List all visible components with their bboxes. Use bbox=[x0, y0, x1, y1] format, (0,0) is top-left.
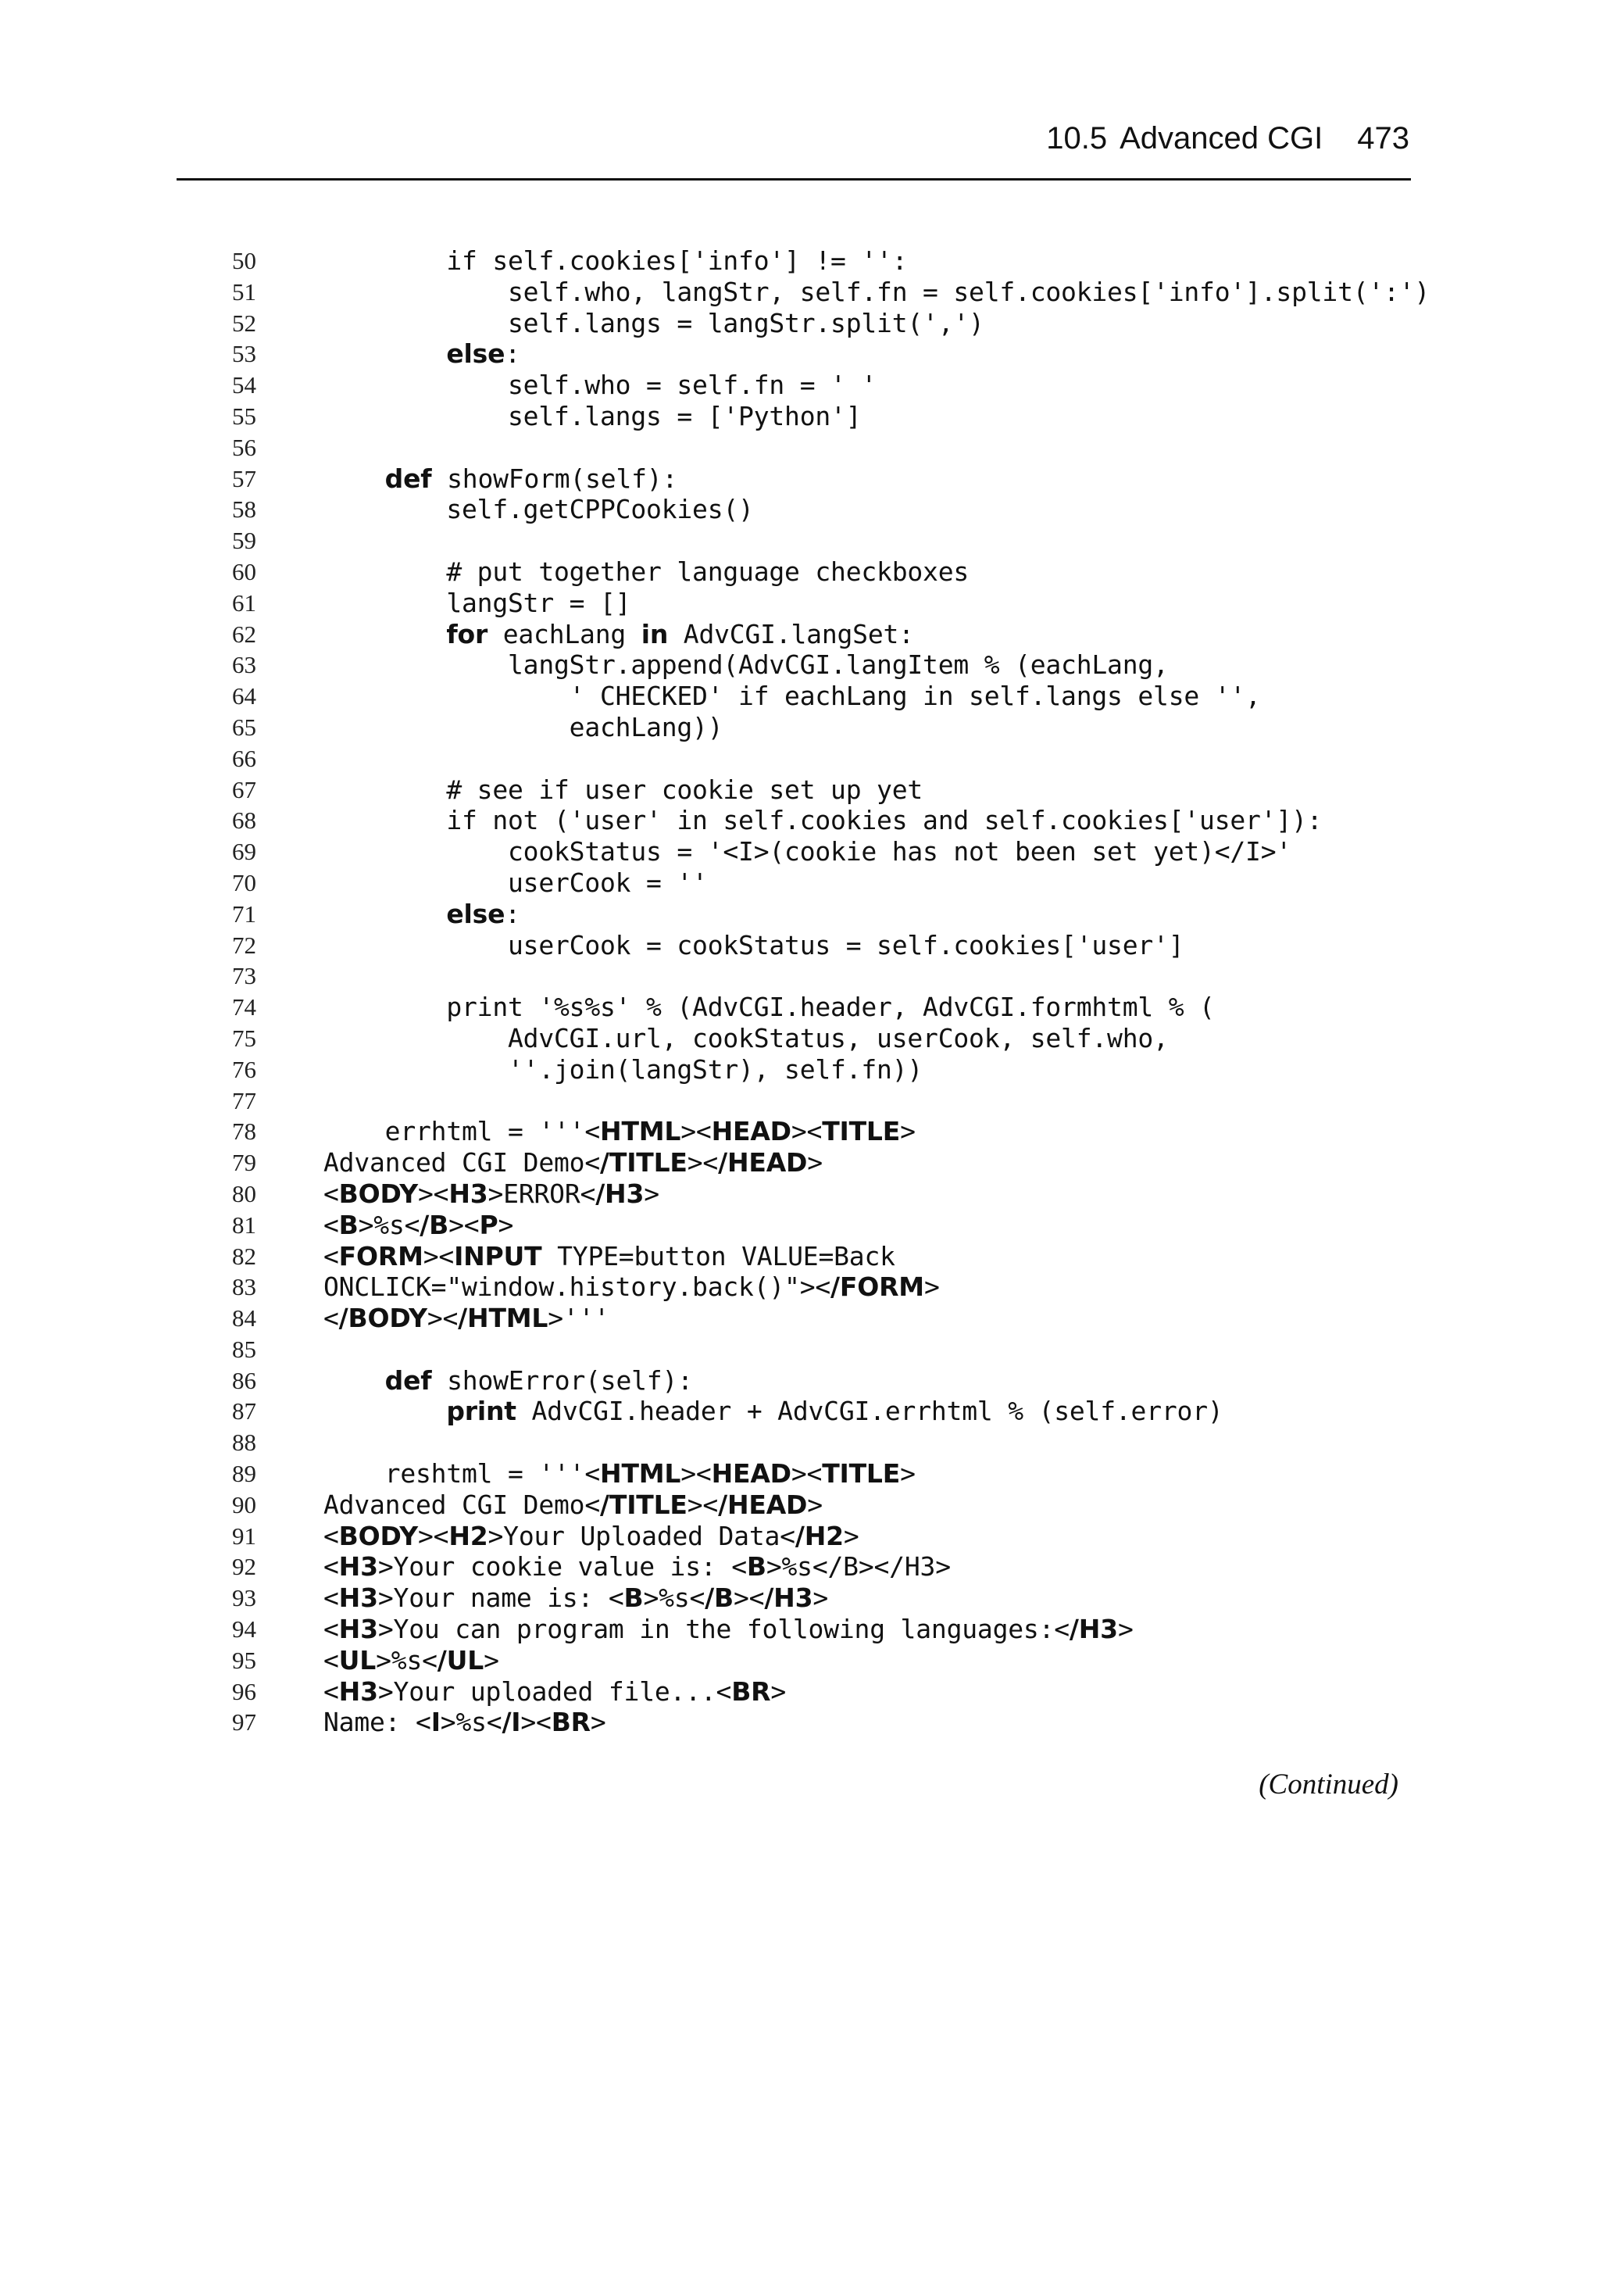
code-line bbox=[211, 774, 1430, 806]
code-segment: > bbox=[590, 1707, 606, 1738]
line-number: 65 bbox=[232, 713, 256, 741]
code-keyword: def bbox=[384, 463, 432, 494]
line-number: 88 bbox=[232, 1429, 256, 1457]
code-keyword: /TITLE bbox=[600, 1147, 688, 1178]
code-text bbox=[323, 1147, 823, 1178]
code-keyword: /BODY bbox=[338, 1303, 427, 1334]
code-keyword: BR bbox=[731, 1676, 771, 1707]
code-text bbox=[323, 1583, 828, 1614]
code-segment: self.langs = langStr.split(',') bbox=[323, 307, 984, 338]
code-segment: reshtml = '''< bbox=[323, 1458, 601, 1490]
code-line bbox=[211, 338, 1430, 370]
code-segment: >Your cookie value is: < bbox=[377, 1551, 747, 1583]
line-number: 96 bbox=[232, 1677, 256, 1705]
code-text bbox=[323, 805, 1322, 836]
line-number: 69 bbox=[232, 838, 256, 866]
code-keyword: /H3 bbox=[595, 1178, 645, 1209]
line-number: 93 bbox=[232, 1584, 256, 1612]
code-text bbox=[323, 1490, 823, 1521]
code-keyword: def bbox=[384, 1364, 432, 1396]
line-number: 59 bbox=[232, 527, 256, 555]
code-line bbox=[211, 1334, 1430, 1365]
code-keyword: H3 bbox=[338, 1551, 378, 1583]
line-number: 72 bbox=[232, 931, 256, 959]
code-keyword: TITLE bbox=[822, 1458, 901, 1490]
code-line bbox=[211, 619, 1430, 650]
code-text bbox=[323, 712, 723, 743]
code-text bbox=[323, 338, 520, 370]
code-text bbox=[323, 867, 708, 899]
line-number: 54 bbox=[232, 371, 256, 399]
code-segment: >%s< bbox=[376, 1644, 438, 1676]
code-keyword: H3 bbox=[448, 1178, 488, 1209]
code-segment: >< bbox=[680, 1458, 712, 1490]
code-segment: userCook = '' bbox=[323, 867, 708, 898]
code-segment: > bbox=[498, 1209, 514, 1240]
code-segment: >< bbox=[520, 1707, 552, 1738]
line-number: 66 bbox=[232, 744, 256, 772]
code-segment: > bbox=[923, 1271, 940, 1303]
code-segment: > bbox=[900, 1116, 916, 1147]
code-text bbox=[323, 1676, 786, 1708]
code-text bbox=[323, 1241, 895, 1272]
line-number: 60 bbox=[232, 557, 256, 585]
code-segment: > bbox=[484, 1644, 499, 1676]
code-segment: ''.join(langStr), self.fn)) bbox=[323, 1053, 923, 1085]
code-text bbox=[323, 1116, 916, 1147]
line-number: 50 bbox=[232, 247, 256, 274]
code-text bbox=[323, 899, 520, 930]
code-segment: < bbox=[323, 1178, 339, 1209]
code-line bbox=[211, 1707, 1430, 1738]
code-line bbox=[211, 1054, 1430, 1085]
code-segment: self.who = self.fn = ' ' bbox=[323, 370, 877, 401]
code-segment: if self.cookies['info'] != '': bbox=[323, 245, 908, 276]
code-segment: showError(self): bbox=[431, 1364, 693, 1396]
code-line bbox=[211, 960, 1430, 992]
code-text bbox=[323, 1614, 1134, 1645]
code-text bbox=[323, 992, 1215, 1023]
code-line bbox=[211, 308, 1430, 339]
code-line bbox=[211, 401, 1430, 432]
code-line bbox=[211, 1147, 1430, 1178]
code-segment: Name: < bbox=[323, 1707, 431, 1738]
code-segment: self.langs = ['Python'] bbox=[323, 400, 862, 431]
code-line bbox=[211, 1583, 1430, 1614]
code-text bbox=[323, 649, 1169, 681]
code-segment: >< bbox=[417, 1178, 449, 1209]
code-keyword: /UL bbox=[437, 1644, 484, 1676]
code-text bbox=[323, 277, 1430, 308]
code-line bbox=[211, 1521, 1430, 1552]
line-number: 97 bbox=[232, 1708, 256, 1736]
line-number: 87 bbox=[232, 1397, 256, 1425]
line-number: 86 bbox=[232, 1366, 256, 1394]
code-keyword: /B bbox=[420, 1209, 449, 1240]
code-segment bbox=[323, 463, 385, 494]
code-segment: # put together language checkboxes bbox=[323, 556, 970, 587]
code-line bbox=[211, 836, 1430, 867]
code-keyword: H3 bbox=[338, 1614, 378, 1645]
code-segment: > bbox=[812, 1583, 829, 1614]
section-heading bbox=[1046, 121, 1323, 156]
code-keyword: UL bbox=[338, 1644, 377, 1676]
code-keyword: H3 bbox=[338, 1676, 378, 1707]
code-text bbox=[323, 1210, 513, 1241]
code-segment: < bbox=[323, 1676, 339, 1707]
code-segment: cookStatus = '<I>(cookie has not been set yet)</I>' bbox=[323, 836, 1292, 867]
code-line bbox=[211, 1085, 1430, 1117]
line-number: 51 bbox=[232, 277, 256, 306]
code-segment: # see if user cookie set up yet bbox=[323, 774, 923, 805]
code-text bbox=[323, 556, 969, 588]
code-keyword: FORM bbox=[338, 1240, 423, 1271]
code-segment bbox=[323, 619, 446, 649]
code-segment: AdvCGI.langSet: bbox=[668, 618, 914, 649]
code-line bbox=[211, 1458, 1430, 1490]
code-text bbox=[323, 588, 630, 619]
code-segment: >Your uploaded file...< bbox=[377, 1676, 732, 1707]
code-line bbox=[211, 1210, 1430, 1241]
line-number: 92 bbox=[232, 1553, 256, 1581]
line-number: 83 bbox=[232, 1273, 256, 1301]
code-text bbox=[323, 930, 1184, 961]
code-segment: >< bbox=[427, 1303, 459, 1334]
line-number: 70 bbox=[232, 868, 256, 896]
code-segment bbox=[323, 338, 446, 369]
code-keyword: H3 bbox=[338, 1583, 378, 1614]
code-segment: TYPE=button VALUE=Back bbox=[541, 1240, 895, 1271]
code-line bbox=[211, 899, 1430, 930]
code-text bbox=[323, 1271, 940, 1303]
code-text bbox=[323, 1521, 859, 1552]
code-line bbox=[211, 743, 1430, 774]
code-segment: eachLang)) bbox=[323, 711, 723, 742]
code-text bbox=[323, 1707, 606, 1738]
code-segment: ' CHECKED' if eachLang in self.langs else '', bbox=[323, 681, 1261, 712]
code-keyword: /H2 bbox=[795, 1520, 844, 1551]
code-segment: showForm(self): bbox=[431, 463, 678, 494]
continued-label: (Continued) bbox=[1259, 1768, 1398, 1801]
line-number: 91 bbox=[232, 1522, 256, 1550]
code-text bbox=[323, 1303, 609, 1334]
code-segment: self.who, langStr, self.fn = self.cookies['info'].split(':') bbox=[323, 276, 1430, 307]
line-number: 90 bbox=[232, 1490, 256, 1518]
code-keyword: /HEAD bbox=[718, 1489, 808, 1520]
code-segment: langStr = [] bbox=[323, 587, 631, 618]
code-keyword: INPUT bbox=[454, 1240, 542, 1271]
line-number: 75 bbox=[232, 1024, 256, 1052]
code-keyword: /I bbox=[502, 1707, 521, 1738]
code-line bbox=[211, 1614, 1430, 1645]
line-number: 52 bbox=[232, 309, 256, 337]
code-segment: >ERROR< bbox=[488, 1178, 596, 1209]
header-rule bbox=[177, 178, 1411, 181]
code-listing bbox=[211, 245, 1430, 1738]
code-keyword: /H3 bbox=[764, 1583, 813, 1614]
code-line bbox=[211, 1271, 1430, 1303]
code-segment: >You can program in the following languages:< bbox=[377, 1614, 1070, 1645]
code-text bbox=[323, 1054, 923, 1085]
code-segment: > bbox=[770, 1676, 787, 1707]
code-keyword: /FORM bbox=[830, 1271, 924, 1303]
code-text bbox=[323, 401, 861, 432]
code-segment: >< bbox=[791, 1458, 823, 1490]
code-line bbox=[211, 1396, 1430, 1427]
code-segment: > bbox=[1117, 1614, 1134, 1645]
code-line bbox=[211, 432, 1430, 463]
code-segment: > bbox=[807, 1489, 823, 1520]
code-text bbox=[323, 619, 914, 650]
code-keyword: BODY bbox=[338, 1178, 418, 1209]
code-line bbox=[211, 370, 1430, 401]
code-segment: ONCLICK="window.history.back()">< bbox=[323, 1271, 831, 1303]
code-segment bbox=[323, 1396, 446, 1426]
line-number: 61 bbox=[232, 588, 256, 617]
code-segment: < bbox=[323, 1583, 339, 1614]
code-segment: >%s< bbox=[643, 1583, 705, 1614]
code-segment bbox=[323, 899, 446, 929]
code-segment: < bbox=[323, 1240, 339, 1271]
code-line bbox=[211, 867, 1430, 899]
code-segment: print '%s%s' % (AdvCGI.header, AdvCGI.formhtml % ( bbox=[323, 992, 1215, 1023]
code-text bbox=[323, 1365, 693, 1397]
code-text bbox=[323, 1458, 916, 1490]
code-segment: Advanced CGI Demo< bbox=[323, 1147, 601, 1178]
code-line bbox=[211, 525, 1430, 556]
code-text bbox=[323, 1396, 1223, 1427]
line-number: 81 bbox=[232, 1211, 256, 1239]
code-segment: self.getCPPCookies() bbox=[323, 494, 754, 525]
line-number: 85 bbox=[232, 1335, 256, 1363]
code-text bbox=[323, 245, 907, 277]
code-text bbox=[323, 370, 877, 401]
code-segment: > bbox=[807, 1147, 823, 1178]
code-line bbox=[211, 649, 1430, 681]
code-segment: < bbox=[323, 1644, 339, 1676]
code-keyword: BR bbox=[551, 1707, 591, 1738]
code-line bbox=[211, 1023, 1430, 1054]
code-segment: >Your Uploaded Data< bbox=[488, 1520, 795, 1551]
code-text bbox=[323, 1645, 499, 1676]
section-number: 10.5 bbox=[1046, 121, 1108, 156]
code-keyword: HEAD bbox=[711, 1116, 791, 1147]
code-segment: >%s</B></H3> bbox=[766, 1551, 951, 1583]
code-text bbox=[323, 774, 923, 806]
code-segment: eachLang bbox=[488, 618, 641, 649]
code-segment: < bbox=[323, 1551, 339, 1583]
line-number: 68 bbox=[232, 806, 256, 835]
code-keyword: /HTML bbox=[458, 1303, 548, 1334]
code-segment: userCook = cookStatus = self.cookies['user'] bbox=[323, 929, 1184, 960]
code-segment: < bbox=[323, 1520, 339, 1551]
line-number: 79 bbox=[232, 1149, 256, 1177]
code-segment: AdvCGI.url, cookStatus, userCook, self.who, bbox=[323, 1022, 1169, 1053]
code-line bbox=[211, 1365, 1430, 1397]
code-line bbox=[211, 1490, 1430, 1521]
code-keyword: /B bbox=[705, 1583, 734, 1614]
code-segment: < bbox=[323, 1209, 339, 1240]
line-number: 67 bbox=[232, 775, 256, 803]
code-segment: >< bbox=[687, 1489, 719, 1520]
code-text bbox=[323, 463, 677, 495]
code-line bbox=[211, 1645, 1430, 1676]
code-segment: >< bbox=[680, 1116, 712, 1147]
line-number: 89 bbox=[232, 1460, 256, 1488]
line-number: 84 bbox=[232, 1304, 256, 1332]
section-title: Advanced CGI bbox=[1120, 121, 1323, 156]
line-number: 74 bbox=[232, 993, 256, 1021]
code-line bbox=[211, 681, 1430, 712]
line-number: 53 bbox=[232, 340, 256, 368]
code-line bbox=[211, 1116, 1430, 1147]
code-segment: >< bbox=[417, 1520, 449, 1551]
running-head bbox=[1046, 121, 1409, 168]
code-segment: : bbox=[505, 898, 520, 929]
code-segment: > bbox=[843, 1520, 859, 1551]
code-keyword: else bbox=[446, 898, 505, 929]
code-keyword: HEAD bbox=[711, 1458, 791, 1490]
code-text bbox=[323, 681, 1261, 712]
code-text bbox=[323, 1023, 1169, 1054]
code-segment: >''' bbox=[548, 1303, 609, 1334]
code-line bbox=[211, 805, 1430, 836]
code-keyword: /H3 bbox=[1069, 1614, 1118, 1645]
line-number: 71 bbox=[232, 899, 256, 928]
page-number: 473 bbox=[1357, 121, 1409, 156]
line-number: 76 bbox=[232, 1055, 256, 1083]
line-number: 63 bbox=[232, 651, 256, 679]
code-segment: langStr.append(AdvCGI.langItem % (eachLang, bbox=[323, 649, 1169, 681]
line-number: 55 bbox=[232, 402, 256, 430]
code-segment: >< bbox=[733, 1583, 765, 1614]
code-line bbox=[211, 992, 1430, 1023]
code-keyword: print bbox=[446, 1396, 516, 1427]
code-keyword: HTML bbox=[600, 1116, 681, 1147]
code-line bbox=[211, 463, 1430, 495]
code-text bbox=[323, 308, 984, 339]
code-keyword: I bbox=[430, 1707, 441, 1738]
code-segment: >%s< bbox=[440, 1707, 502, 1738]
code-segment: > bbox=[644, 1178, 659, 1209]
code-keyword: B bbox=[746, 1551, 766, 1583]
code-line bbox=[211, 1427, 1430, 1458]
code-text bbox=[323, 494, 754, 525]
code-line bbox=[211, 1551, 1430, 1583]
line-number: 95 bbox=[232, 1646, 256, 1674]
code-line bbox=[211, 245, 1430, 277]
code-segment: > bbox=[900, 1458, 916, 1490]
line-number: 94 bbox=[232, 1615, 256, 1643]
line-number: 77 bbox=[232, 1086, 256, 1114]
line-number: 58 bbox=[232, 495, 256, 524]
code-line bbox=[211, 277, 1430, 308]
code-segment: : bbox=[505, 338, 520, 370]
line-number: 82 bbox=[232, 1242, 256, 1270]
code-keyword: P bbox=[479, 1209, 498, 1240]
code-keyword: BODY bbox=[338, 1520, 418, 1551]
code-segment: < bbox=[323, 1614, 339, 1645]
code-keyword: /TITLE bbox=[600, 1489, 688, 1520]
line-number: 56 bbox=[232, 433, 256, 461]
code-segment: >< bbox=[687, 1147, 719, 1178]
code-line bbox=[211, 556, 1430, 588]
code-segment: Advanced CGI Demo< bbox=[323, 1489, 601, 1520]
code-line bbox=[211, 1178, 1430, 1210]
code-keyword: TITLE bbox=[822, 1116, 901, 1147]
code-line bbox=[211, 588, 1430, 619]
code-keyword: B bbox=[338, 1209, 359, 1240]
line-number: 64 bbox=[232, 682, 256, 710]
code-segment bbox=[323, 1365, 385, 1396]
code-segment: >Your name is: < bbox=[377, 1583, 624, 1614]
code-segment: >< bbox=[423, 1240, 455, 1271]
line-number: 62 bbox=[232, 620, 256, 648]
code-line bbox=[211, 1676, 1430, 1708]
code-segment: >< bbox=[791, 1116, 823, 1147]
code-keyword: for bbox=[446, 618, 488, 649]
code-line bbox=[211, 930, 1430, 961]
code-segment: AdvCGI.header + AdvCGI.errhtml % (self.error) bbox=[516, 1396, 1223, 1427]
code-keyword: B bbox=[623, 1583, 644, 1614]
code-line bbox=[211, 494, 1430, 525]
code-line bbox=[211, 1303, 1430, 1334]
line-number: 57 bbox=[232, 464, 256, 492]
code-text bbox=[323, 1551, 951, 1583]
line-number: 78 bbox=[232, 1118, 256, 1146]
code-keyword: H2 bbox=[448, 1520, 488, 1551]
line-number: 80 bbox=[232, 1179, 256, 1207]
code-segment: errhtml = '''< bbox=[323, 1116, 601, 1147]
code-keyword: /HEAD bbox=[718, 1147, 808, 1178]
code-text bbox=[323, 836, 1291, 867]
code-segment: >< bbox=[448, 1209, 480, 1240]
code-segment: >%s< bbox=[358, 1209, 420, 1240]
code-line bbox=[211, 712, 1430, 743]
code-text bbox=[323, 1178, 659, 1210]
code-line bbox=[211, 1241, 1430, 1272]
code-keyword: else bbox=[446, 338, 505, 370]
code-segment: if not ('user' in self.cookies and self.cookies['user']): bbox=[323, 805, 1323, 836]
code-segment: < bbox=[323, 1303, 339, 1334]
code-keyword: HTML bbox=[600, 1458, 681, 1490]
line-number: 73 bbox=[232, 962, 256, 990]
code-keyword: in bbox=[641, 618, 669, 649]
